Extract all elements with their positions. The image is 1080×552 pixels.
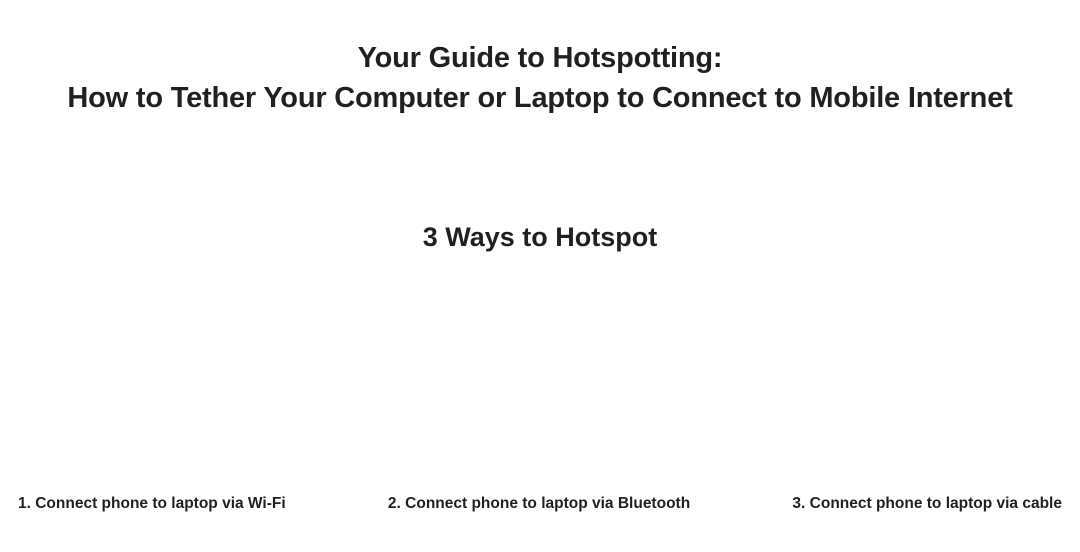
- caption-item-cable: 3. Connect phone to laptop via cable: [792, 495, 1062, 513]
- caption-item-bluetooth: 2. Connect phone to laptop via Bluetooth: [387, 495, 691, 513]
- page-title: [0, 42, 1080, 115]
- caption-item-wifi: 1. Connect phone to laptop via Wi-Fi: [18, 495, 286, 513]
- title-line-secondary: How to Tether Your Computer or Laptop to Connect to Mobile Internet: [67, 82, 1013, 115]
- caption-row: [0, 495, 1080, 514]
- title-line-primary: Your Guide to Hotspotting:: [357, 42, 723, 74]
- section-subtitle: 3 Ways to Hotspot: [422, 222, 658, 252]
